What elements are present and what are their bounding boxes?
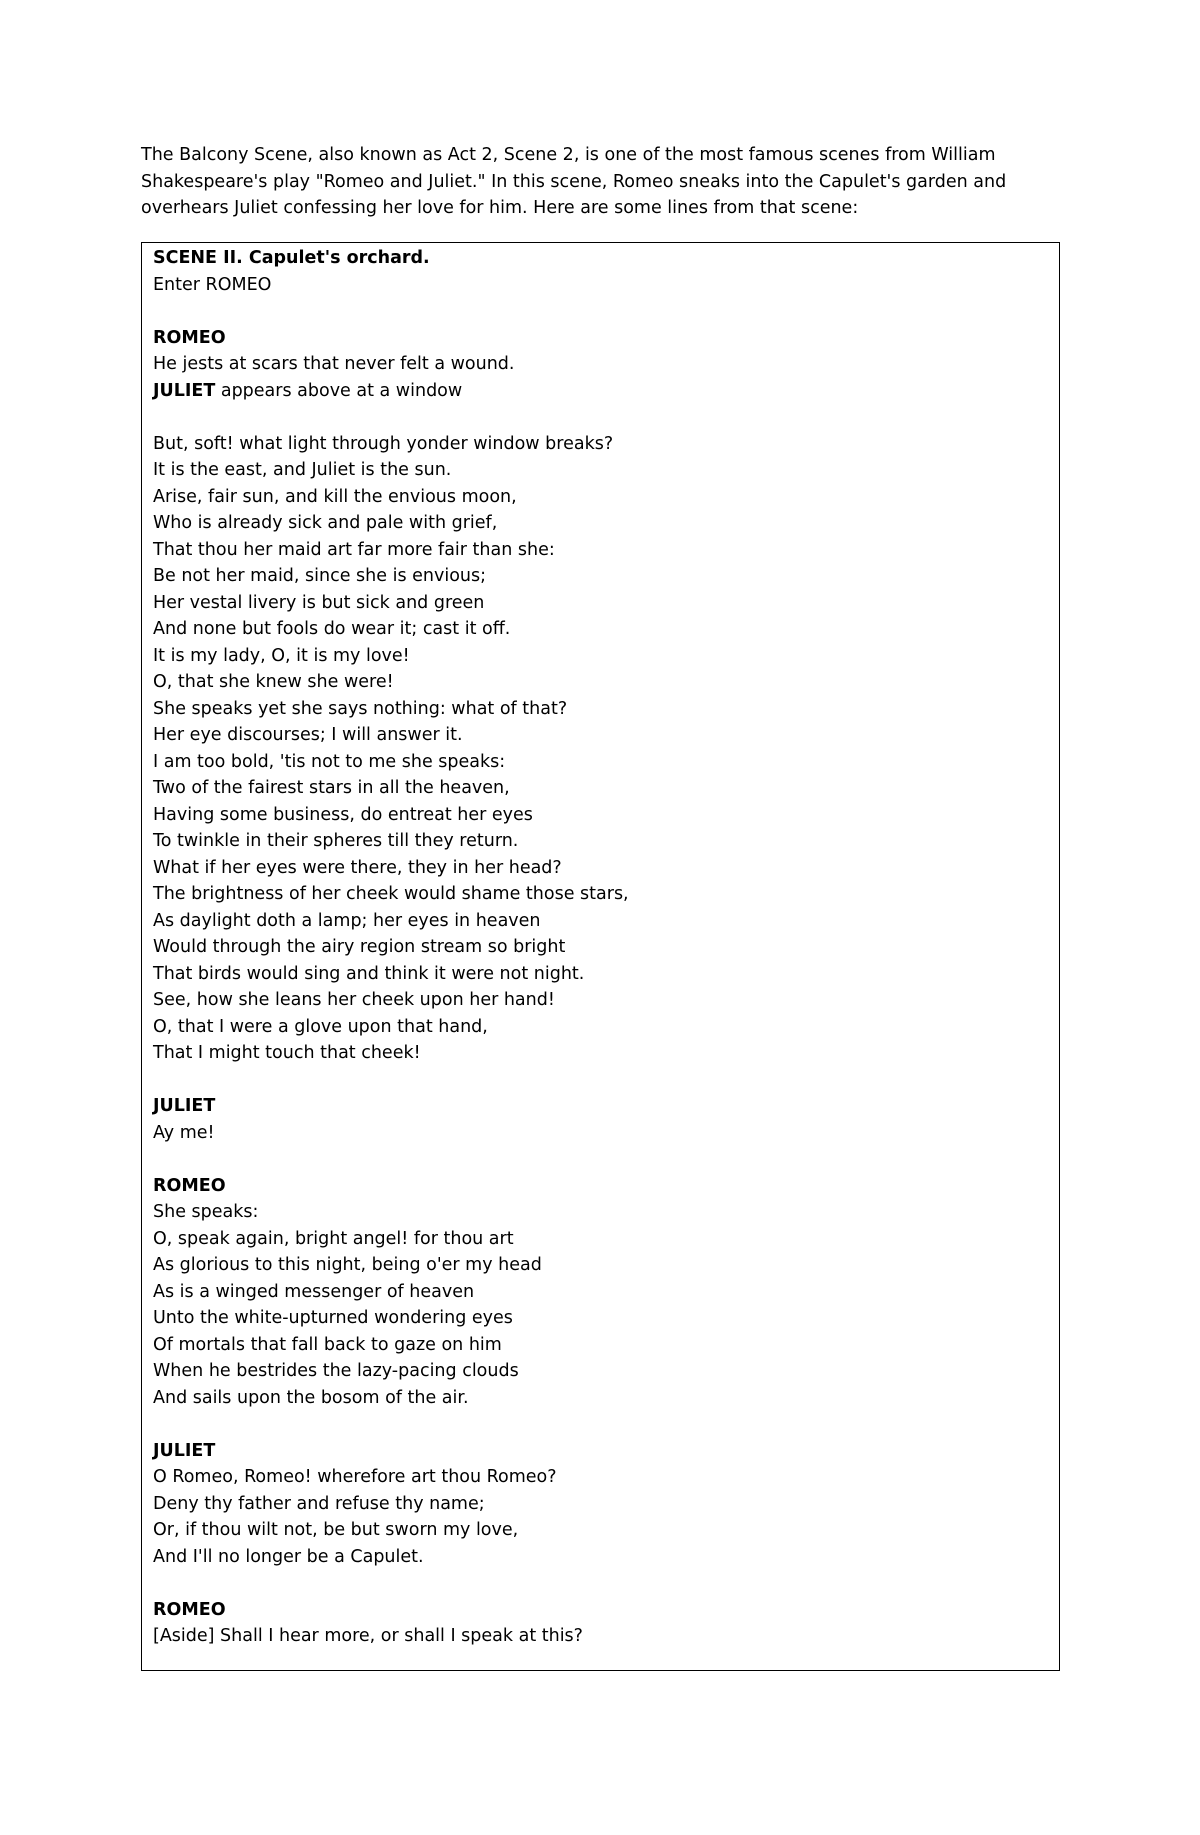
dialogue-line: The brightness of her cheek would shame those stars, xyxy=(153,884,629,904)
dialogue-line: Arise, fair sun, and kill the envious moon, xyxy=(153,486,517,507)
spacer xyxy=(153,1570,1059,1597)
dialogue-line: She speaks: xyxy=(153,1202,259,1222)
romeo-lines-2 xyxy=(153,1199,1059,1411)
juliet-lines-1 xyxy=(153,1120,1059,1147)
dialogue-line: But, soft! what light through yonder window breaks? xyxy=(153,433,614,454)
dialogue-line: To twinkle in their spheres till they return. xyxy=(153,831,519,851)
spacer xyxy=(153,1411,1059,1438)
dialogue-line: Or, if thou wilt not, be but sworn my love, xyxy=(153,1520,519,1540)
dialogue-line: That thou her maid art far more fair than she: xyxy=(153,539,555,560)
dialogue-line: What if her eyes were there, they in her head? xyxy=(153,857,562,878)
dialogue-line: O, that I were a glove upon that hand, xyxy=(153,1016,488,1037)
stage-direction-juliet-appears xyxy=(153,378,1059,405)
dialogue-line: See, how she leans her cheek upon her hand! xyxy=(153,990,555,1010)
speaker-romeo: ROMEO xyxy=(153,1599,226,1620)
speaker-juliet: JULIET xyxy=(153,1440,216,1461)
spacer xyxy=(153,404,1059,431)
dialogue-line: He jests at scars that never felt a wound. xyxy=(153,354,515,374)
scene-excerpt-box xyxy=(141,242,1060,1671)
dialogue-line: Be not her maid, since she is envious; xyxy=(153,566,487,586)
dialogue-line: O, speak again, bright angel! for thou art xyxy=(153,1228,514,1249)
dialogue-line: Unto the white-upturned wondering eyes xyxy=(153,1308,513,1328)
speaker-romeo: ROMEO xyxy=(153,1175,226,1196)
dialogue-line: That birds would sing and think it were not night. xyxy=(153,963,585,984)
dialogue-line: And sails upon the bosom of the air. xyxy=(153,1387,469,1408)
romeo-lines-3 xyxy=(153,1623,1059,1650)
stage-direction-enter: Enter ROMEO xyxy=(153,274,272,295)
speaker-juliet: JULIET xyxy=(153,1096,216,1116)
romeo-speech xyxy=(153,431,1059,1067)
spacer xyxy=(153,1146,1059,1173)
dialogue-line: And none but fools do wear it; cast it off. xyxy=(153,619,511,639)
dialogue-line: O, that she knew she were! xyxy=(153,672,394,692)
dialogue-line: [Aside] Shall I hear more, or shall I speak at this? xyxy=(153,1626,583,1646)
dialogue-line: Ay me! xyxy=(153,1122,215,1143)
dialogue-line: Of mortals that fall back to gaze on him xyxy=(153,1334,502,1355)
dialogue-line: Two of the fairest stars in all the heaven, xyxy=(153,778,510,798)
dialogue-line: Would through the airy region stream so bright xyxy=(153,937,566,957)
dialogue-line: O Romeo, Romeo! wherefore art thou Romeo? xyxy=(153,1467,557,1487)
scene-heading: SCENE II. Capulet's orchard. xyxy=(153,248,430,268)
dialogue-line: Her vestal livery is but sick and green xyxy=(153,592,485,613)
dialogue-line: When he bestrides the lazy-pacing clouds xyxy=(153,1361,519,1381)
intro-paragraph: The Balcony Scene, also known as Act 2, Scene 2, is one of the most famous scenes from William Shakespeare's play "Romeo and Juliet." In this scene, Romeo sneaks into the Capulet's garden and overhears Juliet confessing her love for him. Here are some lines from that scene: xyxy=(141,145,1007,218)
dialogue-line: As glorious to this night, being o'er my head xyxy=(153,1255,542,1275)
dialogue-line: It is my lady, O, it is my love! xyxy=(153,645,410,666)
dialogue-line: That I might touch that cheek! xyxy=(153,1043,421,1063)
dialogue-line: Deny thy father and refuse thy name; xyxy=(153,1493,485,1514)
dialogue-line: And I'll no longer be a Capulet. xyxy=(153,1546,424,1567)
spacer xyxy=(153,298,1059,325)
dialogue-line: Having some business, do entreat her eyes xyxy=(153,804,533,825)
dialogue-line: I am too bold, 'tis not to me she speaks: xyxy=(153,751,506,772)
stage-direction-text: appears above at a window xyxy=(215,380,463,401)
juliet-lines-2 xyxy=(153,1464,1059,1570)
dialogue-line: Her eye discourses; I will answer it. xyxy=(153,725,463,745)
dialogue-line: As daylight doth a lamp; her eyes in heaven xyxy=(153,910,541,931)
stage-direction-name: JULIET xyxy=(153,380,216,401)
dialogue-line: As is a winged messenger of heaven xyxy=(153,1281,475,1302)
spacer xyxy=(153,1067,1059,1094)
dialogue-line: She speaks yet she says nothing: what of that? xyxy=(153,698,568,719)
speaker-romeo: ROMEO xyxy=(153,327,226,348)
dialogue-line: It is the east, and Juliet is the sun. xyxy=(153,460,452,480)
dialogue-line: Who is already sick and pale with grief, xyxy=(153,513,498,533)
